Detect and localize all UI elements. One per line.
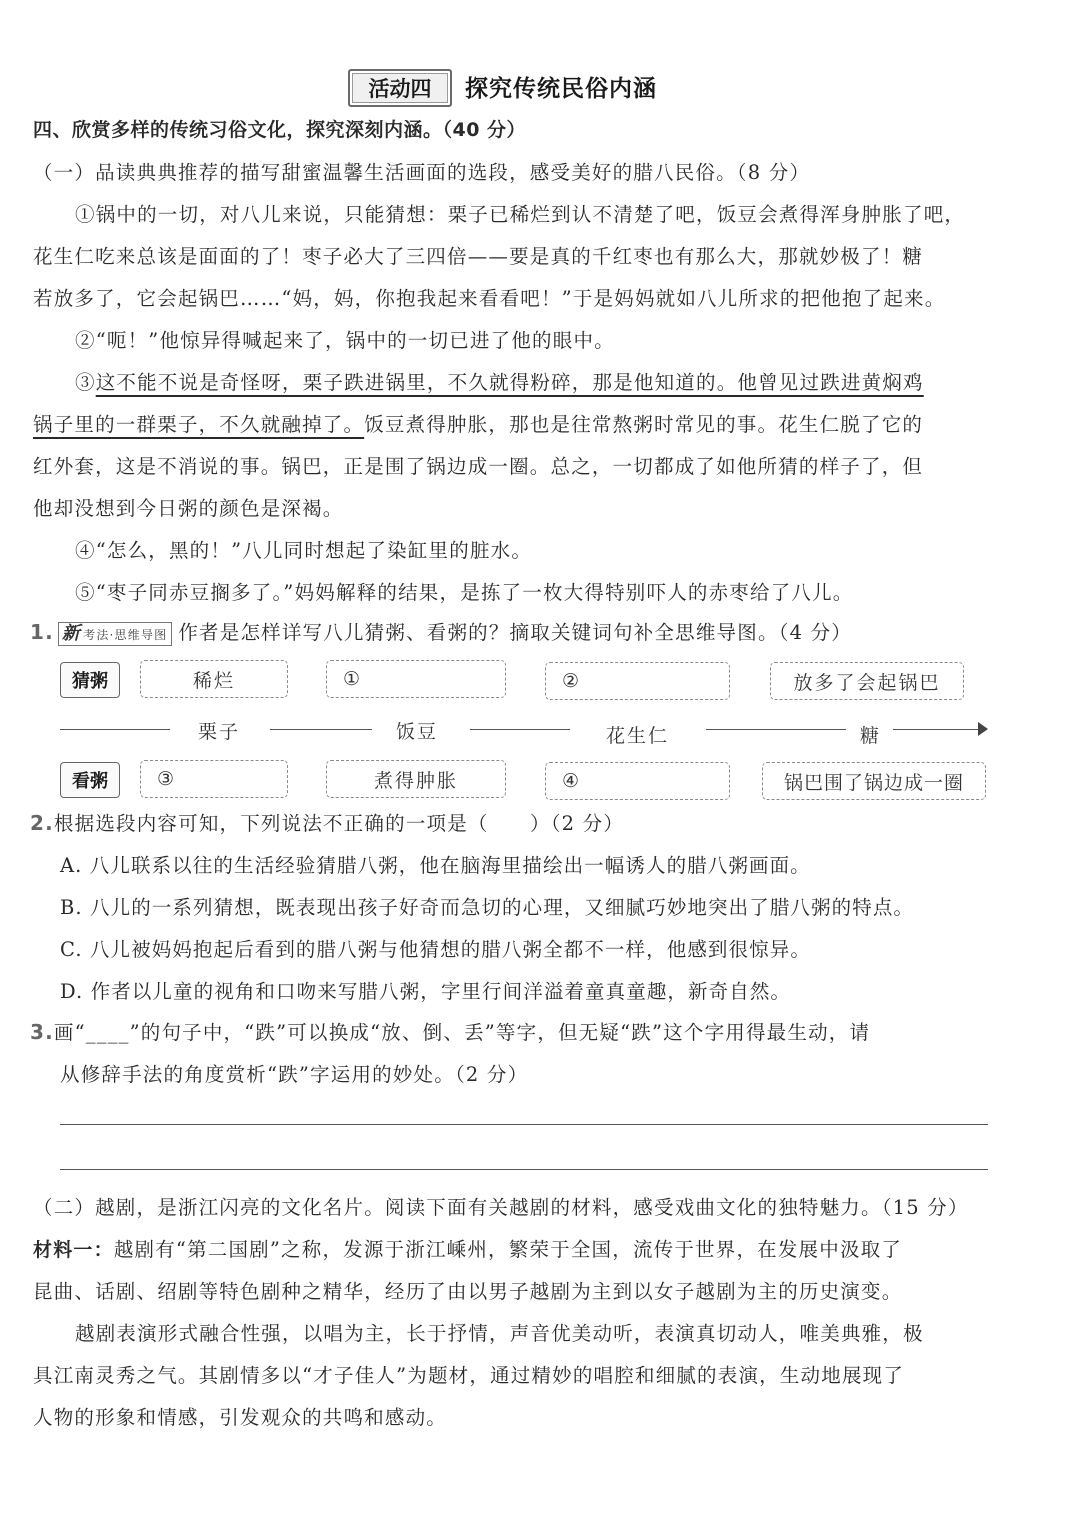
section-heading: 四、欣赏多样的传统习俗文化，探究深刻内涵。（40 分）	[33, 119, 527, 141]
mindmap-axis-segment	[893, 729, 979, 730]
underlined-sentence: 这不能不说是奇怪呀，栗子跌进锅里，不久就得粉碎，那是他知道的。他曾见过跌进黄焖鸡	[95, 371, 924, 394]
mindmap-key-bean: 饭豆	[396, 721, 439, 743]
answer-line[interactable]	[60, 1124, 988, 1125]
material-1-line1	[33, 1234, 902, 1262]
question-2	[30, 808, 624, 836]
mindmap-key-peanut: 花生仁	[606, 725, 670, 747]
mindmap-axis-segment	[470, 729, 570, 730]
part2-heading: （二）越剧，是浙江闪亮的文化名片。阅读下面有关越剧的材料，感受戏曲文化的独特魅力。（15 分）	[33, 1196, 969, 1219]
passage-line: ⑤“枣子同赤豆搁多了。”妈妈解释的结果，是拣了一枚大得特别吓人的赤枣给了八儿。	[75, 581, 854, 604]
box-text: 锅巴围了锅边成一圈	[783, 771, 964, 794]
passage-line: 他却没想到今日粥的颜色是深褐。	[33, 497, 344, 520]
activity-label: 活动四	[368, 77, 432, 101]
mindmap-axis-segment	[60, 729, 170, 730]
blank-number: ①	[343, 668, 363, 690]
activity-label-box	[348, 69, 452, 107]
question-text: 作者是怎样详写八儿猜粥、看粥的？摘取关键词句补全思维导图。（4 分）	[178, 621, 852, 644]
answer-line[interactable]	[60, 1169, 988, 1170]
mindmap-label-look	[60, 762, 120, 798]
passage-line: 红外套，这是不消说的事。锅巴，正是围了锅边成一圈。总之，一切都成了如他所猜的样子了，但	[33, 455, 924, 478]
box-text: 煮得肿胀	[373, 769, 458, 792]
part1-heading: （一）品读典典推荐的描写甜蜜温馨生活画面的选段，感受美好的腊八民俗。（8 分）	[33, 161, 811, 184]
tag-mindmap-label: 考法·思维导图	[83, 627, 168, 642]
box-text: 放多了会起锅巴	[793, 671, 941, 694]
mindmap-label-guess	[60, 662, 120, 698]
mindmap-key-chestnut: 栗子	[198, 721, 241, 743]
question-number: 1.	[30, 620, 54, 644]
paragraph-number: ③	[75, 371, 96, 394]
mindmap-answer-blank-1[interactable]	[326, 660, 506, 698]
material-line: 越剧表演形式融合性强，以唱为主，长于抒情，声音优美动听，表演真切动人，唯美典雅，极	[75, 1322, 924, 1345]
label-text: 猜粥	[72, 671, 108, 692]
mindmap-answer-blank-3[interactable]	[140, 760, 288, 798]
passage-line: ①锅中的一切，对八儿来说，只能猜想：栗子已稀烂到认不清楚了吧，饭豆会煮得浑身肿胀了吧，	[75, 203, 966, 226]
material-label: 材料一：	[33, 1239, 114, 1261]
blank-number: ③	[157, 768, 177, 790]
passage-line-p3a	[75, 367, 924, 395]
question-3-line2: 从修辞手法的角度赏析“跌”字运用的妙处。（2 分）	[60, 1063, 529, 1086]
mindmap-answer-blank-2[interactable]	[545, 662, 730, 700]
option-c[interactable]: C. 八儿被妈妈抱起后看到的腊八粥与他猜想的腊八粥全都不一样，他感到很惊异。	[60, 938, 811, 961]
box-text: 稀烂	[192, 669, 235, 692]
mindmap-arrow-icon	[978, 722, 988, 736]
passage-text: 饭豆煮得肿胀，那也是往常熬粥时常见的事。花生仁脱了它的	[364, 413, 924, 436]
material-text: 越剧有“第二国剧”之称，发源于浙江嵊州，繁荣于全国，流传于世界，在发展中汲取了	[113, 1238, 903, 1261]
question-number: 3.	[30, 1020, 54, 1044]
passage-line: 若放多了，它会起锅巴……“妈，妈，你抱我起来看看吧！”于是妈妈就如八儿所求的把他抱了起来。	[33, 287, 946, 310]
question-number: 2.	[30, 811, 54, 835]
option-d[interactable]: D. 作者以儿童的视角和口吻来写腊八粥，字里行间洋溢着童真童趣，新奇自然。	[60, 980, 792, 1003]
option-b[interactable]: B. 八儿的一系列猜想，既表现出孩子好奇而急切的心理，又细腻巧妙地突出了腊八粥的特点。	[60, 896, 915, 919]
mindmap-axis-segment	[706, 729, 846, 730]
passage-line-p3b	[33, 409, 923, 437]
question-text: 画“____”的句子中，“跌”可以换成“放、倒、丢”等字，但无疑“跌”这个字用得最生动，请	[53, 1021, 871, 1044]
mindmap-box-sugar-look	[762, 762, 986, 800]
mindmap-box-bean-look	[326, 760, 506, 798]
activity-title: 探究传统民俗内涵	[465, 76, 657, 102]
option-a[interactable]: A. 八儿联系以往的生活经验猜腊八粥，他在脑海里描绘出一幅诱人的腊八粥画面。	[60, 854, 811, 877]
passage-line: ④“怎么，黑的！”八儿同时想起了染缸里的脏水。	[75, 539, 533, 562]
mindmap-box-chestnut-guess	[140, 660, 288, 698]
underlined-sentence: 锅子里的一群栗子，不久就融掉了。	[33, 413, 365, 436]
blank-number: ②	[562, 670, 582, 692]
mindmap-answer-blank-4[interactable]	[545, 762, 730, 800]
passage-line: ②“呃！”他惊异得喊起来了，锅中的一切已进了他的眼中。	[75, 329, 615, 352]
question-text: 根据选段内容可知，下列说法不正确的一项是（ ）（2 分）	[53, 812, 625, 835]
passage-line: 花生仁吃来总该是面面的了！枣子必大了三四倍——要是真的千红枣也有那么大，那就妙极了！糖	[33, 245, 924, 268]
new-method-tag	[58, 622, 172, 646]
material-line: 人物的形象和情感，引发观众的共鸣和感动。	[33, 1406, 448, 1429]
question-1	[30, 617, 852, 646]
material-line: 具江南灵秀之气。其剧情多以“才子佳人”为题材，通过精妙的唱腔和细腻的表演，生动地展现了	[33, 1364, 905, 1387]
tag-new-char: 新	[61, 622, 82, 644]
label-text: 看粥	[72, 771, 108, 792]
mindmap-box-sugar-guess	[770, 662, 964, 700]
question-3	[30, 1017, 870, 1045]
mindmap-axis-segment	[270, 729, 372, 730]
mindmap-key-sugar: 糖	[860, 725, 882, 747]
blank-number: ④	[562, 770, 582, 792]
material-line: 昆曲、话剧、绍剧等特色剧种之精华，经历了由以男子越剧为主到以女子越剧为主的历史演变。	[33, 1280, 903, 1303]
